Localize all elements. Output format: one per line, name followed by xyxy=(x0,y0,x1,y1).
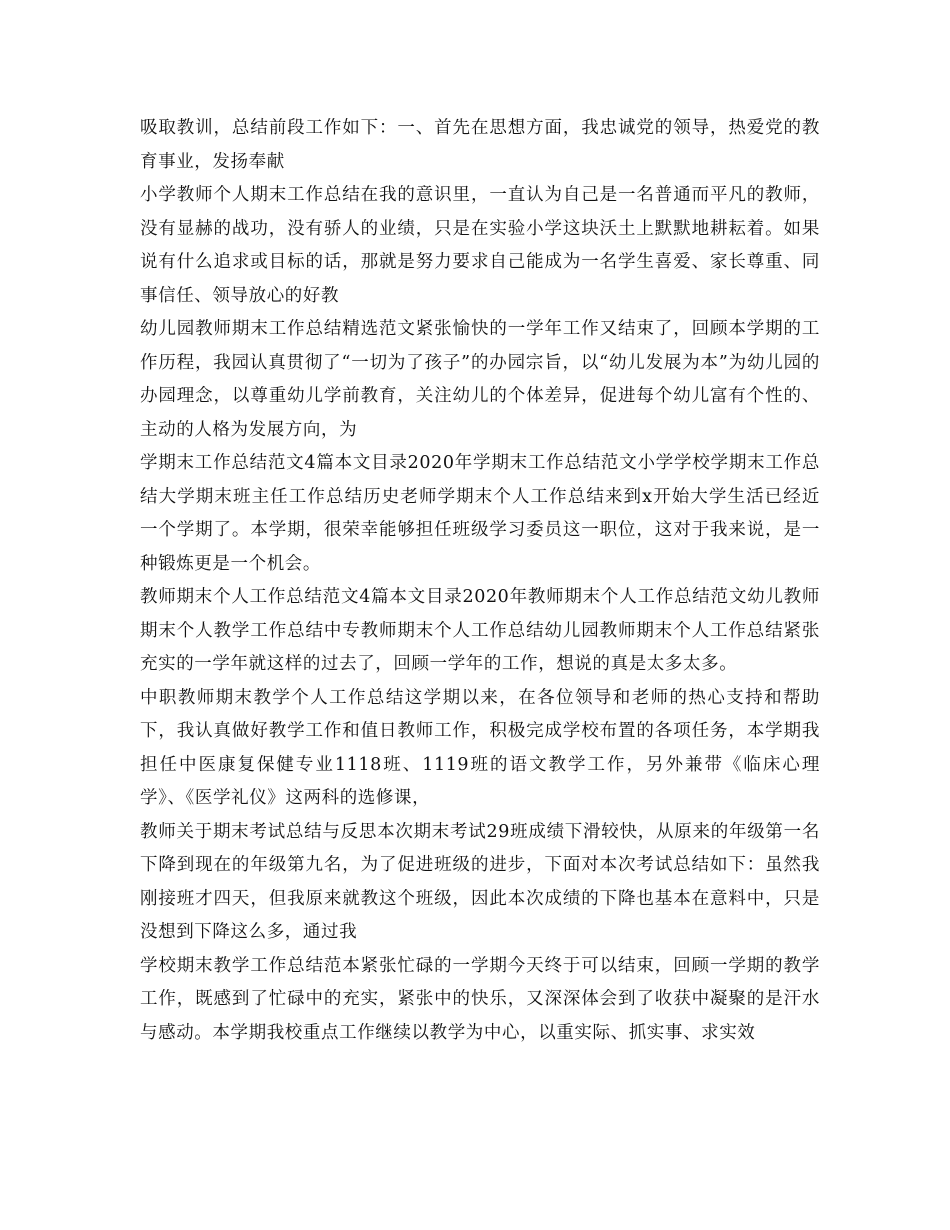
paragraph-6: 中职教师期末教学个人工作总结这学期以来，在各位领导和老师的热心支持和帮助下，我认真做好教学工作和值日教师工作，积极完成学校布置的各项任务，本学期我担任中医康复保健专业1118班、1119班的语文教学工作，另外兼带《临床心理学》、《医学礼仪》这两科的选修课， xyxy=(140,687,820,808)
paragraph-4: 学期末工作总结范文4篇本文目录2020年学期末工作总结范文小学学校学期末工作总结大学期末班主任工作总结历史老师学期末个人工作总结来到x开始大学生活已经近一个学期了。本学期，很荣幸能够担任班级学习委员这一职位，这对于我来说，是一种锻炼更是一个机会。 xyxy=(140,453,820,574)
paragraph-8: 学校期末教学工作总结范本紧张忙碌的一学期今天终于可以结束，回顾一学期的教学工作，既感到了忙碌中的充实，紧张中的快乐，又深深体会到了收获中凝聚的是汗水与感动。本学期我校重点工作继续以教学为中心，以重实际、抓实事、求实效 xyxy=(140,955,820,1043)
document-body xyxy=(140,112,820,1050)
paragraph-3: 幼儿园教师期末工作总结精选范文紧张愉快的一学年工作又结束了，回顾本学期的工作历程，我园认真贯彻了“一切为了孩子”的办园宗旨，以“幼儿发展为本”为幼儿园的办园理念，以尊重幼儿学前教育，关注幼儿的个体差异，促进每个幼儿富有个性的、主动的人格为发展方向，为 xyxy=(140,319,820,440)
paragraph-7: 教师关于期末考试总结与反思本次期末考试29班成绩下滑较快，从原来的年级第一名下降到现在的年级第九名，为了促进班级的进步，下面对本次考试总结如下：虽然我刚接班才四天，但我原来就教这个班级，因此本次成绩的下降也基本在意料中，只是没想到下降这么多，通过我 xyxy=(140,821,820,942)
paragraph-2: 小学教师个人期末工作总结在我的意识里，一直认为自己是一名普通而平凡的教师，没有显赫的战功，没有骄人的业绩，只是在实验小学这块沃土上默默地耕耘着。如果说有什么追求或目标的话，那就是努力要求自己能成为一名学生喜爱、家长尊重、同事信任、领导放心的好教 xyxy=(140,185,820,306)
paragraph-5: 教师期末个人工作总结范文4篇本文目录2020年教师期末个人工作总结范文幼儿教师期末个人教学工作总结中专教师期末个人工作总结幼儿园教师期末个人工作总结紧张充实的一学年就这样的过去了，回顾一学年的工作，想说的真是太多太多。 xyxy=(140,587,820,674)
paragraph-1: 吸取教训，总结前段工作如下：一、首先在思想方面，我忠诚党的领导，热爱党的教育事业，发扬奉献 xyxy=(140,118,820,172)
